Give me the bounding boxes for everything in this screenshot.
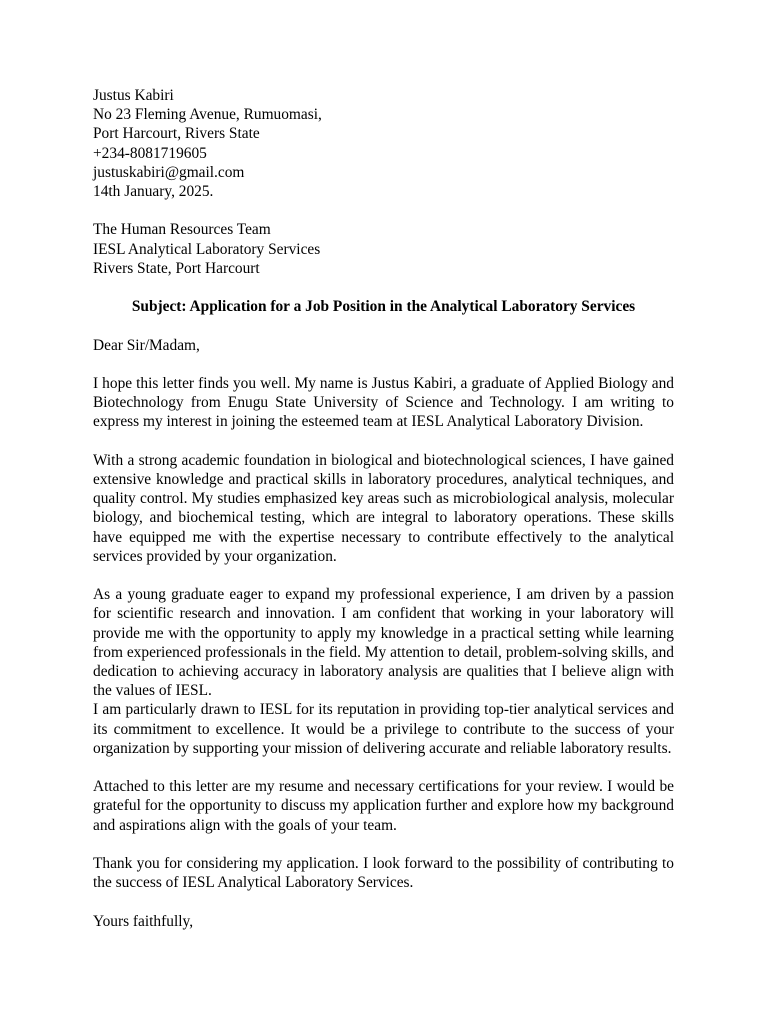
recipient-line1: The Human Resources Team xyxy=(93,221,271,239)
sender-phone: +234-8081719605 xyxy=(93,144,207,162)
spacer xyxy=(93,566,674,585)
paragraph-intro: I hope this letter finds you well. My name is Justus Kabiri, a graduate of Applied Biology and Biotechnology from Enugu State University of Science and Technology. I am writing to express my interest in joining the esteemed team at IESL Analytical Laboratory Division. xyxy=(93,374,674,431)
spacer xyxy=(93,758,674,777)
paragraph-motivation: As a young graduate eager to expand my professional experience, I am driven by a passion for scientific research and innovation. I am confident that working in your laboratory will provide me with the opportunity to apply my knowledge in a practical setting while learning from experienced professionals in the field. My attention to detail, problem-solving skills, and dedication to achieving accuracy in laboratory analysis are qualities that I believe align with the values of IESL. xyxy=(93,586,674,700)
salutation: Dear Sir/Madam, xyxy=(93,336,200,354)
recipient-line2: IESL Analytical Laboratory Services xyxy=(93,240,321,258)
spacer xyxy=(93,835,674,854)
spacer xyxy=(93,316,674,335)
sender-name: Justus Kabiri xyxy=(93,87,174,104)
closing: Yours faithfully, xyxy=(93,912,194,930)
paragraph-thanks: Thank you for considering my application. I look forward to the possibility of contributing to the success of IESL Analytical Laboratory Services. xyxy=(93,855,674,892)
letter-date: 14th January, 2025. xyxy=(93,183,214,201)
spacer xyxy=(93,201,674,220)
sender-address-line1: No 23 Fleming Avenue, Rumuomasi, xyxy=(93,106,322,124)
subject-line: Subject: Application for a Job Position in the Analytical Laboratory Services xyxy=(131,298,636,316)
spacer xyxy=(93,432,674,451)
recipient-line3: Rivers State, Port Harcourt xyxy=(93,259,260,277)
sender-block xyxy=(93,86,674,201)
paragraph-attachments: Attached to this letter are my resume and necessary certifications for your review. I would be grateful for the opportunity to discuss my application further and explore how my background and aspirations align with the goals of your team. xyxy=(93,778,674,834)
paragraph-company-interest: I am particularly drawn to IESL for its reputation in providing top-tier analytical services and its commitment to excellence. It would be a privilege to contribute to the success of your organization by supporting your mission of delivering accurate and reliable laboratory results. xyxy=(93,701,674,757)
letter-page xyxy=(93,86,674,931)
paragraph-qualifications: With a strong academic foundation in biological and biotechnological sciences, I have gained extensive knowledge and practical skills in laboratory procedures, analytical techniques, and quality control. My studies emphasized key areas such as microbiological analysis, molecular biology, and biochemical testing, which are integral to laboratory operations. These skills have equipped me with the expertise necessary to contribute effectively to the analytical services provided by your organization. xyxy=(93,451,674,565)
sender-email: justuskabiri@gmail.com xyxy=(93,163,245,181)
spacer xyxy=(93,355,674,374)
recipient-block xyxy=(93,220,674,278)
sender-address-line2: Port Harcourt, Rivers State xyxy=(93,125,260,143)
spacer xyxy=(93,892,674,911)
spacer xyxy=(93,278,674,297)
